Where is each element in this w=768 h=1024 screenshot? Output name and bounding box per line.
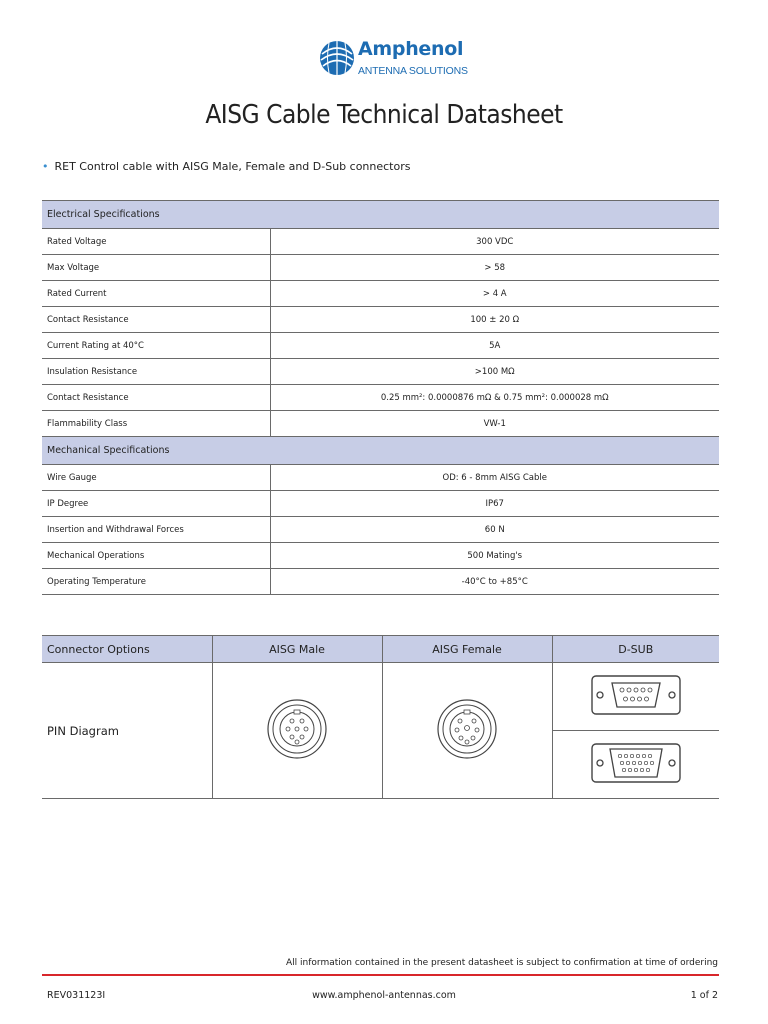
table-row <box>42 229 719 255</box>
spec-label: Insertion and Withdrawal Forces <box>42 517 270 543</box>
dsub-9-cell <box>552 663 719 731</box>
table-row <box>42 465 719 491</box>
spec-label: Rated Current <box>42 281 270 307</box>
electrical-header: Electrical Specifications <box>42 201 719 229</box>
spec-value: OD: 6 - 8mm AISG Cable <box>270 465 719 491</box>
table-row <box>42 333 719 359</box>
spec-value: 300 VDC <box>270 229 719 255</box>
spec-value: > 4 A <box>270 281 719 307</box>
spec-label: Contact Resistance <box>42 307 270 333</box>
mechanical-header: Mechanical Specifications <box>42 437 719 465</box>
connector-options-table <box>42 635 719 799</box>
table-row <box>42 281 719 307</box>
electrical-header-row <box>42 201 719 229</box>
specifications-table <box>42 200 719 595</box>
table-row <box>42 569 719 595</box>
pin-diagram-label: PIN Diagram <box>42 663 212 799</box>
table-row <box>42 307 719 333</box>
spec-value: > 58 <box>270 255 719 281</box>
spec-label: IP Degree <box>42 491 270 517</box>
connector-header-row <box>42 636 719 663</box>
spec-value: >100 MΩ <box>270 359 719 385</box>
dsub-15-pin-icon <box>590 741 682 785</box>
aisg-female-header: AISG Female <box>382 636 552 663</box>
dsub-9-pin-icon <box>590 673 682 717</box>
spec-value: 100 ± 20 Ω <box>270 307 719 333</box>
brand-name: Amphenol <box>358 38 464 60</box>
spec-value: VW-1 <box>270 411 719 437</box>
spec-label: Current Rating at 40°C <box>42 333 270 359</box>
table-row <box>42 255 719 281</box>
spec-label: Max Voltage <box>42 255 270 281</box>
table-row <box>42 543 719 569</box>
spec-label: Contact Resistance <box>42 385 270 411</box>
aisg-male-header: AISG Male <box>212 636 382 663</box>
dsub-header: D-SUB <box>552 636 719 663</box>
bullet-icon: • <box>42 160 49 173</box>
spec-label: Flammability Class <box>42 411 270 437</box>
amphenol-logo <box>318 38 468 82</box>
connector-options-header: Connector Options <box>42 636 212 663</box>
spec-label: Mechanical Operations <box>42 543 270 569</box>
spec-value: 500 Mating's <box>270 543 719 569</box>
spec-label: Insulation Resistance <box>42 359 270 385</box>
table-row <box>42 359 719 385</box>
spec-label: Rated Voltage <box>42 229 270 255</box>
spec-label: Wire Gauge <box>42 465 270 491</box>
spec-value: -40°C to +85°C <box>270 569 719 595</box>
spec-label: Operating Temperature <box>42 569 270 595</box>
table-row <box>42 411 719 437</box>
revision-code: REV031123I <box>47 990 106 1001</box>
disclaimer-text: All information contained in the present datasheet is subject to confirmation at time of ordering <box>286 958 718 968</box>
document-title: AISG Cable Technical Datasheet <box>205 100 563 130</box>
aisg-male-pin-icon <box>265 697 329 761</box>
page-number: 1 of 2 <box>690 990 718 1001</box>
pin-row-top <box>42 663 719 731</box>
table-row <box>42 491 719 517</box>
table-row <box>42 385 719 411</box>
bullet-text: RET Control cable with AISG Male, Female and D-Sub connectors <box>54 160 411 173</box>
aisg-male-cell <box>212 663 382 799</box>
bullet-point <box>42 160 410 173</box>
spec-value: 0.25 mm²: 0.0000876 mΩ & 0.75 mm²: 0.000028 mΩ <box>270 385 719 411</box>
footer-divider <box>42 974 719 976</box>
table-row <box>42 517 719 543</box>
spec-value: 60 N <box>270 517 719 543</box>
spec-value: 5A <box>270 333 719 359</box>
aisg-female-pin-icon <box>435 697 499 761</box>
brand-subtitle: ANTENNA SOLUTIONS <box>358 65 468 77</box>
aisg-female-cell <box>382 663 552 799</box>
dsub-15-cell <box>552 731 719 799</box>
amphenol-globe-icon <box>318 38 356 78</box>
mechanical-header-row <box>42 437 719 465</box>
spec-value: IP67 <box>270 491 719 517</box>
website-link[interactable]: www.amphenol-antennas.com <box>312 990 456 1001</box>
